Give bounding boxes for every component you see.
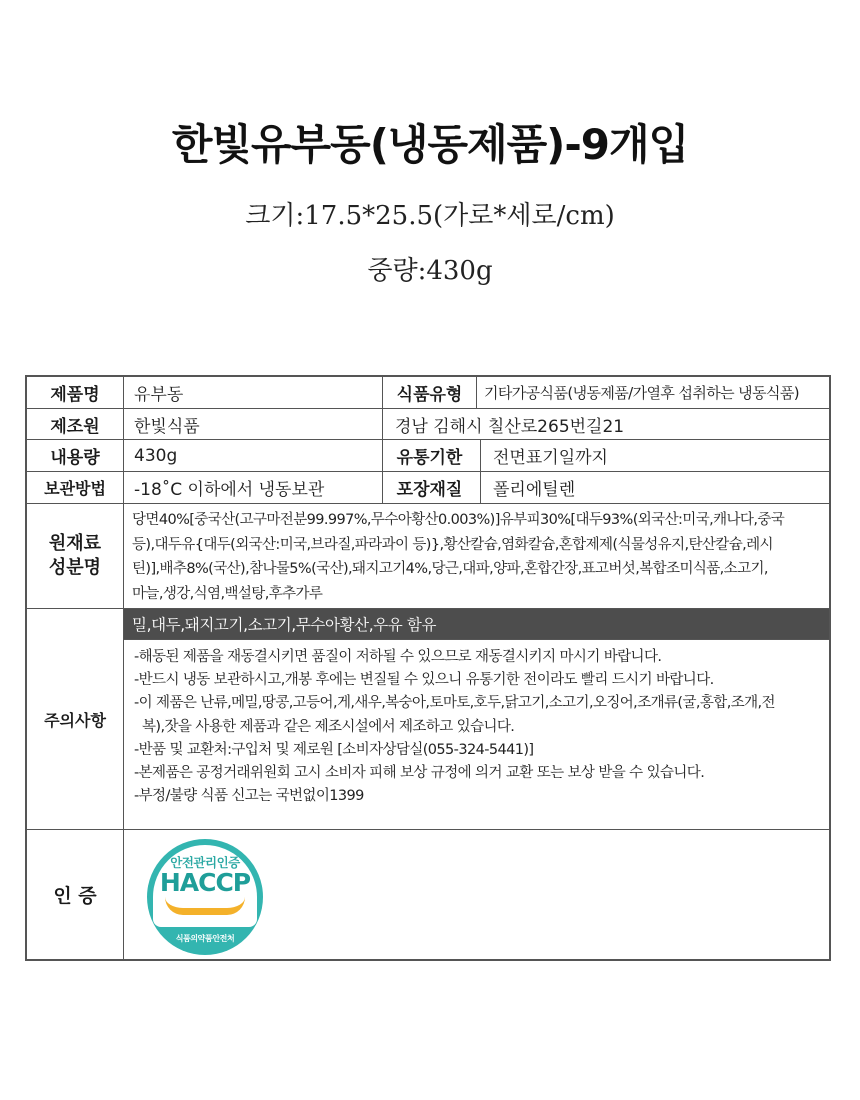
manufacturer-label: 제조원 [50,416,100,437]
allergen-notice: 밀,대두,돼지고기,소고기,무수아황산,우유 함유 [124,609,829,640]
product-info-table [25,375,831,961]
content-amount-value: 430g [123,440,382,471]
cautions-content [123,609,829,829]
packaging-label: 포장재질 [382,472,476,503]
packaging-value: 폴리에틸렌 [480,472,829,503]
food-type-label: 식품유형 [382,377,476,408]
expiry-value: 전면표기일까지 [480,440,829,471]
storage-value: -18˚C 이하에서 냉동보관 [123,472,382,503]
manufacturer-address: 경남 김해시 칠산로265번길21 [382,409,829,439]
certification-content [123,830,829,959]
caution-list [124,640,829,808]
ingredients-line: 틴)],배추8%(국산),참나물5%(국산),돼지고기4%,당근,대파,양파,혼합간장,표고버섯,복합조미식품,소고기, [132,561,768,577]
caution-item: 복),잣을 사용한 제품과 같은 제조시설에서 제조하고 있습니다. [142,718,515,735]
product-title: 한빛유부동(냉동제품)-9개입 [171,120,689,169]
food-type-value: 기타가공식품(냉동제품/가열후 섭취하는 냉동식품) [476,377,829,408]
table-row-certification [27,830,829,959]
product-name-label: 제품명 [50,385,100,405]
caution-item: -본제품은 공정거래위원회 고시 소비자 피해 보상 규정에 의거 교환 또는 보상 받을 수 있습니다. [134,765,705,782]
ingredients-label-line2: 성분명 [48,557,102,578]
table-row-ingredients [27,504,829,609]
table-row-manufacturer [27,409,829,440]
caution-item: -부정/불량 식품 신고는 국번없이1399 [134,788,364,805]
ingredients-line: 당면40%[중국산(고구마전분99.997%,무수아황산0.003%)]유부피30%[대두93%(외국산:미국,캐나다,중국 [132,512,785,528]
content-amount-label: 내용량 [50,448,100,468]
haccp-top-text: 안전관리인증 [170,855,240,870]
table-row-product-name [27,377,829,409]
ingredients-label [27,504,123,608]
storage-label: 보관방법 [44,479,106,498]
table-row-cautions [27,609,829,830]
haccp-smile-icon [165,897,245,915]
certification-label: 인 증 [53,885,97,907]
caution-item: -이 제품은 난류,메밀,땅콩,고등어,게,새우,복숭아,토마토,호두,닭고기,소고기,오징어,조개류(굴,홍합,조개,전 [134,695,775,712]
caution-item: -해동된 제품을 재동결시키면 품질이 저하될 수 있으므로 재동결시키지 마시기 바랍니다. [134,649,662,665]
caution-item: -반드시 냉동 보관하시고,개봉 후에는 변질될 수 있으니 유통기한 전이라도 빨리 드시기 바랍니다. [134,672,714,689]
haccp-badge-icon [147,839,263,955]
ingredients-line: 등),대두유{대두(외국산:미국,브라질,파라과이 등)},황산칼슘,염화칼슘,혼합제제(식물성유지,탄산칼슘,레시 [132,536,773,553]
ingredients-label-line1: 원재료 [48,533,102,554]
cautions-label: 주의사항 [44,710,106,730]
table-row-content-amount [27,440,829,472]
haccp-bottom-text: 식품의약품안전처 [175,934,235,943]
product-size: 크기:17.5*25.5(가로*세로/cm) [245,201,615,231]
product-weight: 중량:430g [367,256,493,286]
product-name-value: 유부동 [123,377,382,408]
manufacturer-value: 한빛식품 [123,409,382,439]
haccp-main-text: HACCP [159,868,251,897]
caution-item: -반품 및 교환처:구입처 및 제로원 [소비자상담실(055-324-5441)] [134,741,534,758]
table-row-storage [27,472,829,504]
ingredients-line: 마늘,생강,식염,백설탕,후추가루 [132,585,323,602]
ingredients-value [123,504,829,608]
expiry-label: 유통기한 [382,440,476,471]
